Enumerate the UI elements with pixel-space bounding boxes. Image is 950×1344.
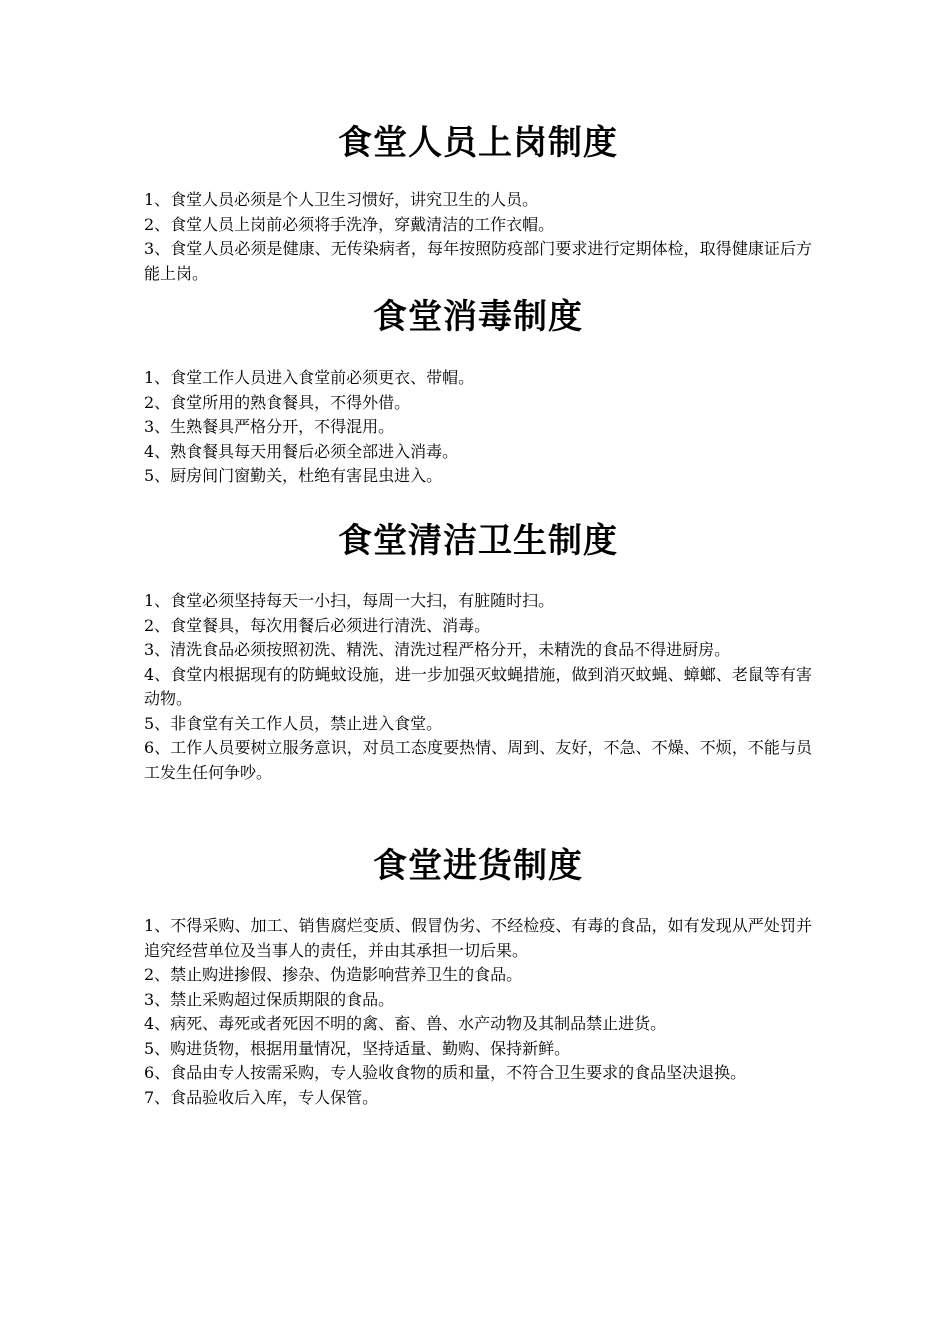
rule-item: 5、非食堂有关工作人员，禁止进入食堂。 xyxy=(144,713,443,733)
rule-item: 3、禁止采购超过保质期限的食品。 xyxy=(144,989,395,1009)
rule-item: 3、清洗食品必须按照初洗、精洗、清洗过程严格分开，未精洗的食品不得进厨房。 xyxy=(144,640,731,659)
rule-list xyxy=(144,366,812,489)
rule-item: 2、食堂餐具，每次用餐后必须进行清洗、消毒。 xyxy=(144,615,491,635)
rule-item: 1、食堂工作人员进入食堂前必须更衣、带帽。 xyxy=(144,368,475,387)
rule-item: 2、食堂人员上岗前必须将手洗净，穿戴清洁的工作衣帽。 xyxy=(144,214,555,234)
section-title: 食堂进货制度 xyxy=(373,846,583,886)
section-purchasing xyxy=(144,844,812,1110)
rule-item: 1、不得采购、加工、销售腐烂变质、假冒伪劣、不经检疫、有毒的食品，如有发现从严处罚并追究经营单位及当事人的责任，并由其承担一切后果。 xyxy=(144,916,812,960)
section-cleaning xyxy=(144,519,812,785)
section-title: 食堂清洁卫生制度 xyxy=(338,521,618,561)
rule-item: 3、食堂人员必须是健康、无传染病者，每年按照防疫部门要求进行定期体检，取得健康证后方能上岗。 xyxy=(144,239,812,283)
section-disinfection xyxy=(144,295,812,489)
rule-item: 7、食品验收后入库，专人保管。 xyxy=(144,1087,379,1107)
section-staff-duty xyxy=(144,121,812,286)
rule-list xyxy=(144,188,812,286)
rule-item: 4、食堂内根据现有的防蝇蚊设施，进一步加强灭蚊蝇措施，做到消灭蚊蝇、蟑螂、老鼠等有害动物。 xyxy=(144,664,812,708)
rule-item: 4、熟食餐具每天用餐后必须全部进入消毒。 xyxy=(144,441,459,461)
rule-list xyxy=(144,589,812,785)
rule-item: 3、生熟餐具严格分开，不得混用。 xyxy=(144,417,395,436)
rule-item: 5、购进货物，根据用量情况，坚持适量、勤购、保持新鲜。 xyxy=(144,1038,571,1058)
section-title: 食堂人员上岗制度 xyxy=(338,123,618,163)
rule-item: 6、食品由专人按需采购，专人验收食物的质和量，不符合卫生要求的食品坚决退换。 xyxy=(144,1063,747,1082)
section-title: 食堂消毒制度 xyxy=(373,297,583,337)
rule-item: 1、食堂必须坚持每天一小扫，每周一大扫，有脏随时扫。 xyxy=(144,591,555,610)
rule-item: 5、厨房间门窗勤关，杜绝有害昆虫进入。 xyxy=(144,466,443,485)
rule-item: 4、病死、毒死或者死因不明的禽、畜、兽、水产动物及其制品禁止进货。 xyxy=(144,1014,667,1033)
rule-item: 6、工作人员要树立服务意识，对员工态度要热情、周到、友好，不急、不燥、不烦，不能与员工发生任何争吵。 xyxy=(144,738,812,782)
rule-item: 2、食堂所用的熟食餐具，不得外借。 xyxy=(144,392,411,412)
rule-item: 2、禁止购进掺假、掺杂、伪造影响营养卫生的食品。 xyxy=(144,965,523,984)
rule-item: 1、食堂人员必须是个人卫生习惯好，讲究卫生的人员。 xyxy=(144,190,539,209)
rule-list xyxy=(144,914,812,1110)
